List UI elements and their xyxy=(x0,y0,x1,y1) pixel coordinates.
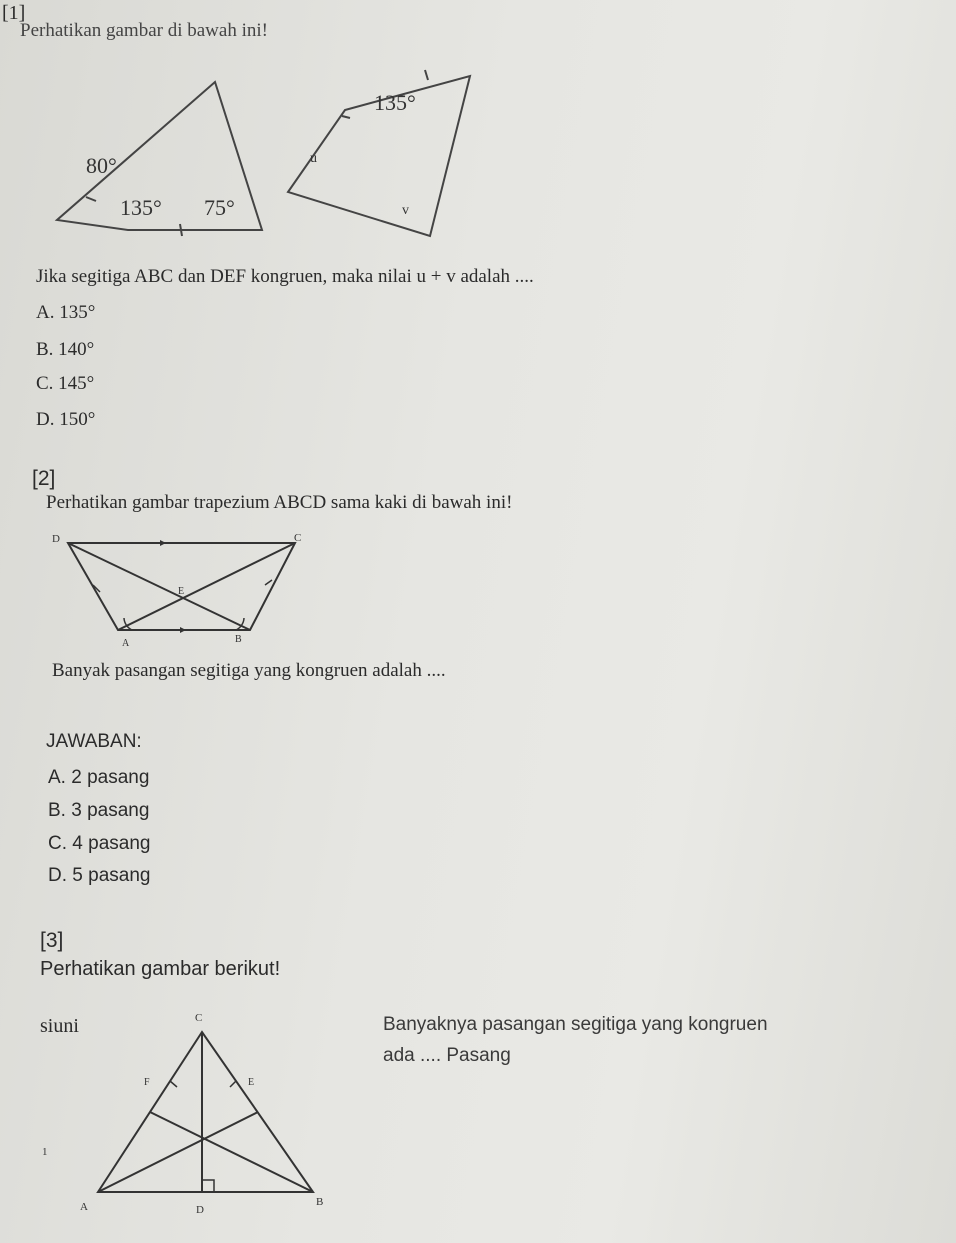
q2-option-d[interactable]: D. 5 pasang xyxy=(48,865,151,886)
q1-option-d[interactable]: D. 150° xyxy=(36,409,96,430)
q1-right-angle-top: 135° xyxy=(374,90,416,115)
q1-figures xyxy=(0,60,480,250)
q3-side-word: siuni xyxy=(40,1015,79,1037)
q1-option-c[interactable]: C. 145° xyxy=(36,373,95,394)
q2-label-b: B xyxy=(235,634,242,645)
q2-diagonal-ac xyxy=(118,543,295,630)
q1-number: [1] xyxy=(2,2,26,24)
q3-label-b: B xyxy=(316,1196,324,1208)
q2-label-d: D xyxy=(52,533,60,545)
q2-arrow xyxy=(180,627,186,633)
q2-tick xyxy=(265,580,272,585)
q3-median-from-b xyxy=(150,1112,313,1192)
q2-trapezium-figure xyxy=(40,530,310,650)
q2-option-c[interactable]: C. 4 pasang xyxy=(48,833,151,854)
q3-tick xyxy=(230,1081,236,1087)
q3-question-line2: ada .... Pasang xyxy=(383,1045,511,1066)
q3-label-e: E xyxy=(248,1077,255,1088)
q2-instruction: Perhatikan gambar trapezium ABCD sama kaki di bawah ini! xyxy=(46,492,513,513)
q2-option-b[interactable]: B. 3 pasang xyxy=(48,800,150,821)
q1-left-angle-br: 75° xyxy=(204,195,235,220)
q1-var-v: v xyxy=(402,203,409,218)
q2-label-e: E xyxy=(178,586,185,597)
q3-number: [3] xyxy=(40,929,64,952)
q3-question-line1: Banyaknya pasangan segitiga yang kongruen xyxy=(383,1014,768,1035)
q2-label-c: C xyxy=(294,532,302,544)
q3-median-from-a xyxy=(98,1112,258,1192)
q3-label-one: 1 xyxy=(42,1146,48,1158)
q2-arrow xyxy=(160,540,166,546)
q1-left-angle-top: 80° xyxy=(86,153,117,178)
q1-option-a[interactable]: A. 135° xyxy=(36,302,96,323)
q2-question: Banyak pasangan segitiga yang kongruen adalah .... xyxy=(52,660,446,681)
q3-label-a: A xyxy=(80,1201,88,1213)
q1-tick xyxy=(180,224,182,236)
q1-question: Jika segitiga ABC dan DEF kongruen, maka nilai u + v adalah .... xyxy=(36,266,534,287)
q3-label-d: D xyxy=(196,1204,204,1216)
q3-instruction: Perhatikan gambar berikut! xyxy=(40,958,281,980)
q2-label-a: A xyxy=(122,638,130,649)
q2-answer-label: JAWABAN: xyxy=(46,731,142,752)
q1-var-u: u xyxy=(310,151,317,166)
q3-triangle xyxy=(98,1032,313,1192)
q2-number: [2] xyxy=(32,467,56,490)
q1-tick xyxy=(86,197,96,201)
q2-option-a[interactable]: A. 2 pasang xyxy=(48,767,150,788)
q3-label-c: C xyxy=(195,1012,203,1024)
q1-instruction: Perhatikan gambar di bawah ini! xyxy=(20,20,268,41)
q3-triangle-figure xyxy=(40,1005,340,1220)
q1-left-angle-bl: 135° xyxy=(120,195,162,220)
q3-right-angle-mark xyxy=(202,1180,214,1192)
q3-label-f: F xyxy=(144,1077,150,1088)
q1-tick xyxy=(342,116,350,118)
q1-option-b[interactable]: B. 140° xyxy=(36,339,95,360)
q1-tick xyxy=(425,70,428,80)
q3-tick xyxy=(170,1081,177,1087)
